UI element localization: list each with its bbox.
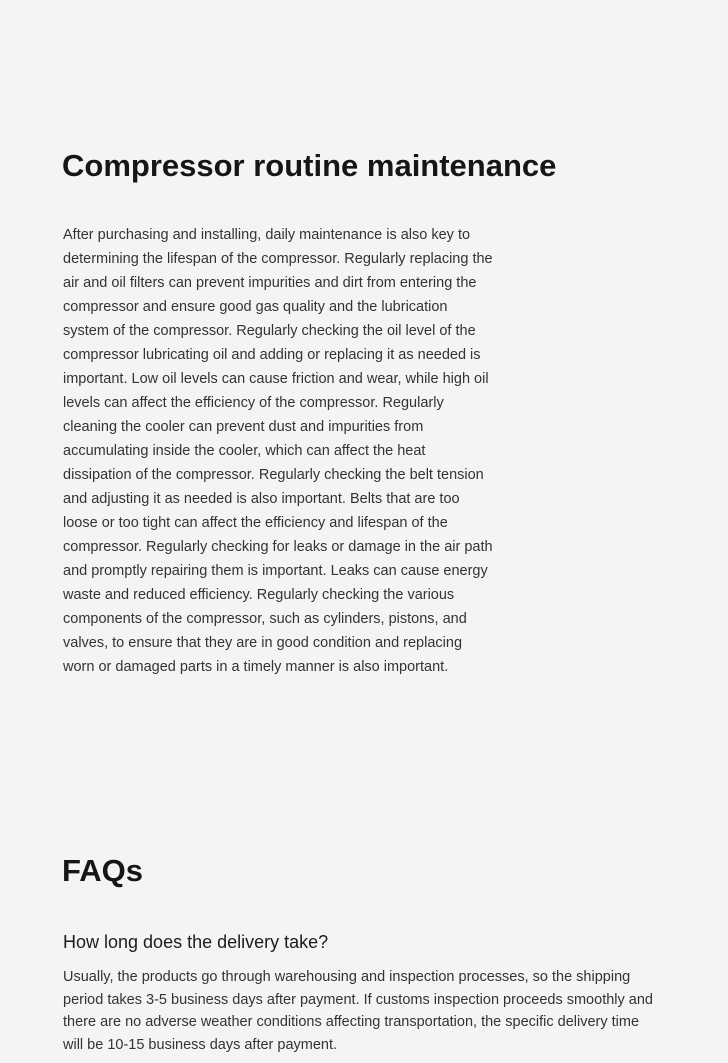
faq-question: How long does the delivery take? [63, 932, 329, 952]
maintenance-title: Compressor routine maintenance [62, 148, 557, 183]
faqs-title: FAQs [62, 853, 143, 888]
faq-answer: Usually, the products go through warehousing and inspection processes, so the shipping period takes 3-5 business days after payment. If customs inspection proceeds smoothly and there are no adverse weather conditions affecting transportation, the specific delivery time will be 10-15 business days after payment. [63, 969, 653, 1053]
maintenance-body-text: After purchasing and installing, daily maintenance is also key to determining the lifespan of the compressor. Regularly replacing the air and oil filters can prevent impurities and dirt from entering the compressor and ensure good gas quality and the lubrication system of the compressor. Regularly checking the oil level of the compressor lubricating oil and adding or replacing it as needed is important. Low oil levels can cause friction and wear, while high oil levels can affect the efficiency of the compressor. Regularly cleaning the cooler can prevent dust and impurities from accumulating inside the cooler, which can affect the heat dissipation of the compressor. Regularly checking the belt tension and adjusting it as needed is also important. Belts that are too loose or too tight can affect the efficiency and lifespan of the compressor. Regularly checking for leaks or damage in the air path and promptly repairing them is important. Leaks can cause energy waste and reduced efficiency. Regularly checking the various components of the compressor, such as cylinders, pistons, and valves, to ensure that they are in good condition and replacing worn or damaged parts in a timely manner is also important. [63, 227, 493, 675]
